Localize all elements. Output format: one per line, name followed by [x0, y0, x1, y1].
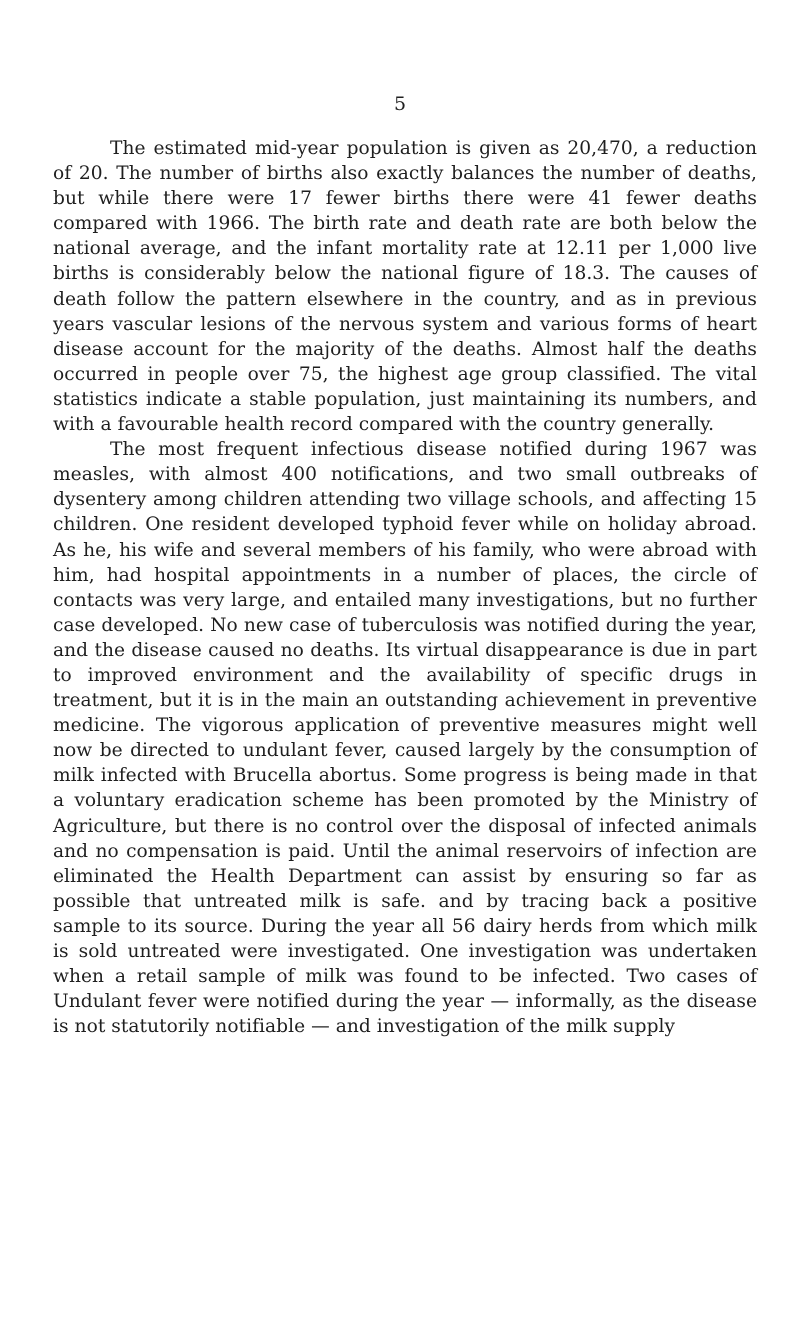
page-number: 5: [393, 93, 407, 115]
paragraph-vital-statistics: The estimated mid-year population is given as 20,470, a reduction of 20. The number of births also exactly balances the number of deaths, but while there were 17 fewer births there were 41 fewer deaths compared with 1966. The birth rate and death rate are both below the national average, and the infant mortality rate at 12.11 per 1,000 live births is considerably below the national figure of 18.3. The causes of death follow the pattern elsewhere in the country, and as in previous years vascular lesions of the nervous system and various forms of heart disease account for the majority of the deaths. Almost half the deaths occurred in people over 75, the highest age group classified. The vital statistics indicate a stable population, just maintaining its numbers, and with a favourable health record compared with the country generally.: [53, 138, 757, 436]
body-text: [53, 136, 757, 1039]
paragraph-infectious-disease: The most frequent infectious disease notified during 1967 was measles, with almost 400 notifications, and two small outbreaks of dysentery among children attending two village schools, and affecting 15 children. One resident developed typhoid fever while on holiday abroad. As he, his wife and several members of his family, who were abroad with him, had hospital appointments in a number of places, the circle of contacts was very large, and entailed many investigations, but no further case developed. No new case of tuberculosis was notified during the year, and the disease caused no deaths. Its virtual disappearance is due in part to improved environment and the availability of specific drugs in treatment, but it is in the main an outstanding achievement in preventive medicine. The vigorous application of preventive measures might well now be directed to undulant fever, caused largely by the consumption of milk infected with Brucella abortus. Some progress is being made in that a voluntary eradication scheme has been promoted by the Ministry of Agriculture, but there is no control over the disposal of infected animals and no compensation is paid. Until the animal reservoirs of infection are eliminated the Health Department can assist by ensuring so far as possible that untreated milk is safe. and by tracing back a positive sample to its source. During the year all 56 dairy herds from which milk is sold untreated were investigated. One investigation was undertaken when a retail sample of milk was found to be infected. Two cases of Undulant fever were notified during the year — informally, as the disease is not statutorily notifiable — and investigation of the milk supply: [53, 439, 757, 1038]
